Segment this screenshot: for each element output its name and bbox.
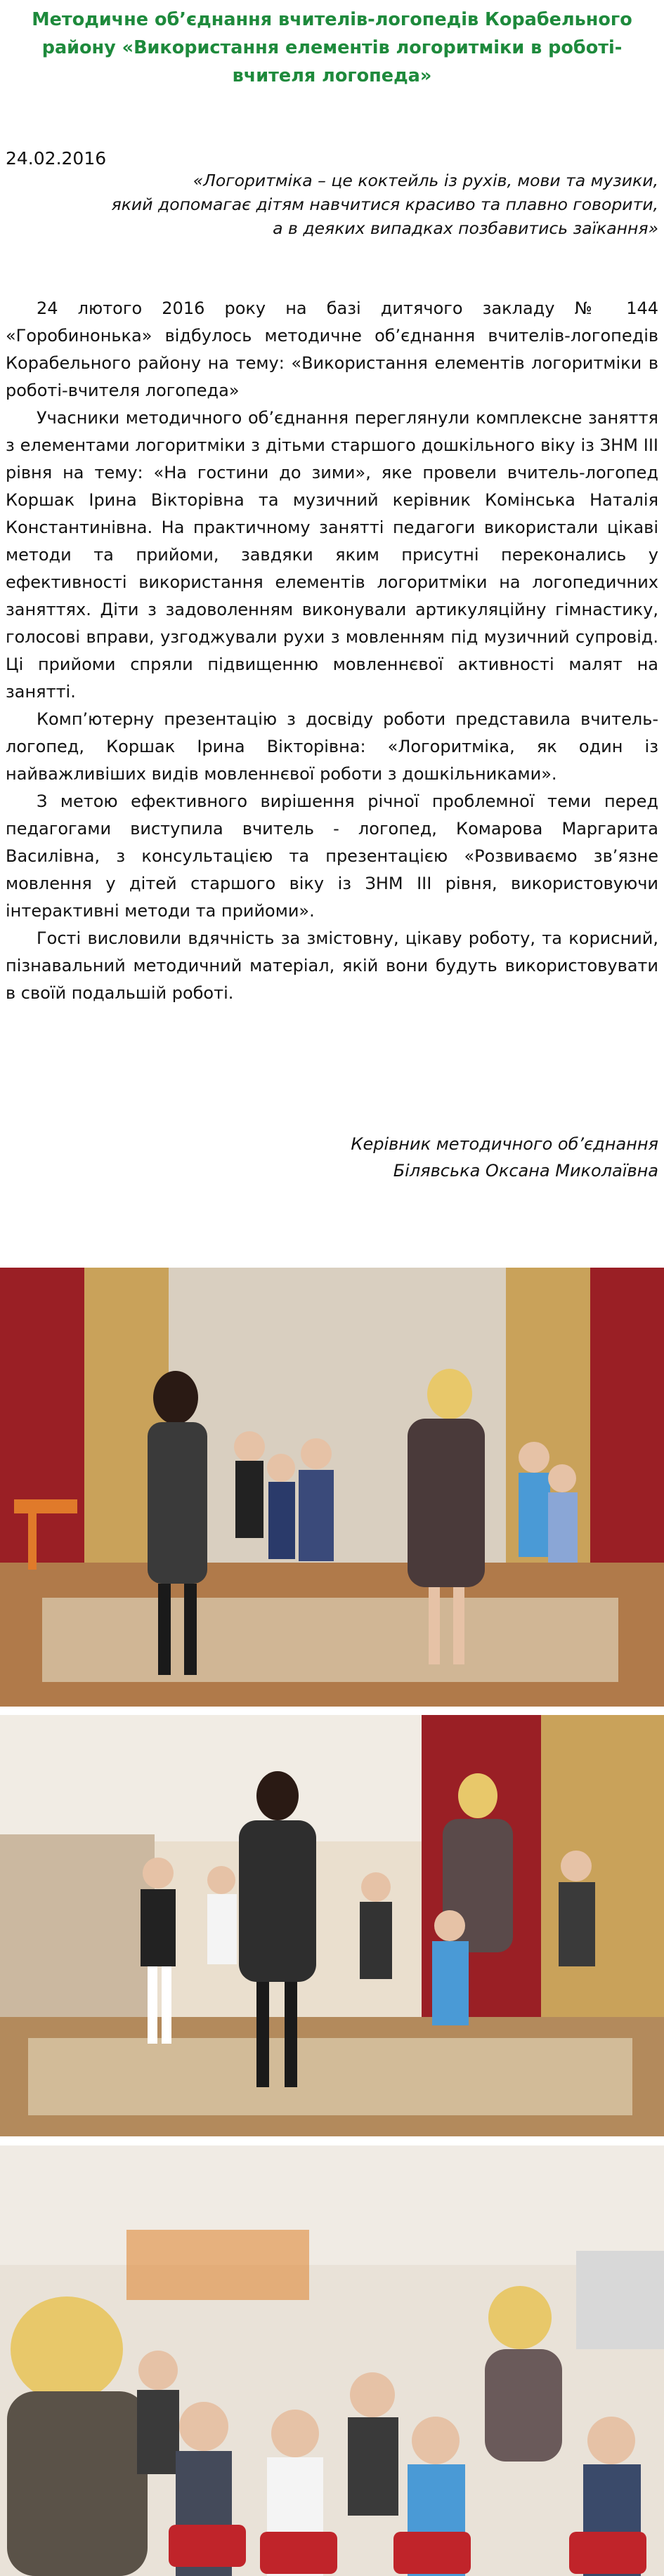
paragraph: Гості висловили вдячність за змістовну, цікаву роботу, та корисний, пізнавальний методичний матеріал, якій вони будуть використовувати в своїй подальшій роботі. <box>6 928 658 1003</box>
epigraph-line: який допомагає дітям навчитися красиво та плавно говорити, <box>111 195 658 214</box>
epigraph-line: «Логоритміка – це коктейль із рухів, мови та музики, <box>193 171 658 190</box>
photo-children-dance-2 <box>0 1715 664 2136</box>
signature-role: Керівник методичного об’єднання <box>351 1134 658 1154</box>
epigraph-line: а в деяких випадках позбавитись заїкання» <box>273 218 658 238</box>
paragraph: Учасники методичного об’єднання переглянули комплексне заняття з елементами логоритміки з дітьми старшого дошкільного віку із ЗНМ ІІІ рівня на тему: «На гостини до зими», яке провели вчитель-логопед Коршак Ірина Вікторівна та музичний керівник Комінська Наталія Константинівна. На практичному занятті педагоги використали цікаві методи та прийоми, завдяки яким присутні переконались у ефективності використання елементів логоритміки на логопедичних заняттях. Діти з задоволенням виконували артикуляційну гімнастику, голосові вправи, узгоджували рухи з мовленням під музичний супровід. Ці прийоми спряли підвищенню мовленнєвої активності малят на занятті. <box>6 408 658 702</box>
article-title: Методичне об’єднання вчителів-логопедів Корабельного району «Використання елементів логоритміки в роботі-вчителя логопеда» <box>32 9 632 86</box>
signature-name: Білявська Оксана Миколаївна <box>393 1161 658 1181</box>
article-body <box>6 295 658 1007</box>
photo-illustration-icon <box>0 1715 664 2136</box>
paragraph: 24 лютого 2016 року на базі дитячого закладу № 144 «Горобинонька» відбулось методичне об’єднання вчителів-логопедів Корабельного району на тему: «Використання елементів логоритміки в роботі-вчителя логопеда» <box>6 298 658 400</box>
photo-illustration-icon <box>0 2145 664 2576</box>
article-date: 24.02.2016 <box>6 148 107 169</box>
paragraph: Комп’ютерну презентацію з досвіду роботи представила вчитель- логопед, Коршак Ірина Вікторівна: «Логоритміка, як один із найважливіших видів мовленнєвої роботи з дошкільниками». <box>6 709 658 784</box>
photo-children-dance-1 <box>0 1268 664 1707</box>
epigraph <box>82 169 658 240</box>
paragraph: З метою ефективного вирішення річної проблемної теми перед педагогами виступила вчитель - логопед, Комарова Маргарита Василівна, з консультацією та презентацією «Розвиваємо зв’язне мовлення у дітей старшого віку із ЗНМ ІІІ рівня, використовуючи інтерактивні методи та прийоми». <box>6 791 658 921</box>
photo-illustration-icon <box>0 1268 664 1707</box>
signature <box>351 1131 658 1184</box>
photo-children-seated <box>0 2145 664 2576</box>
